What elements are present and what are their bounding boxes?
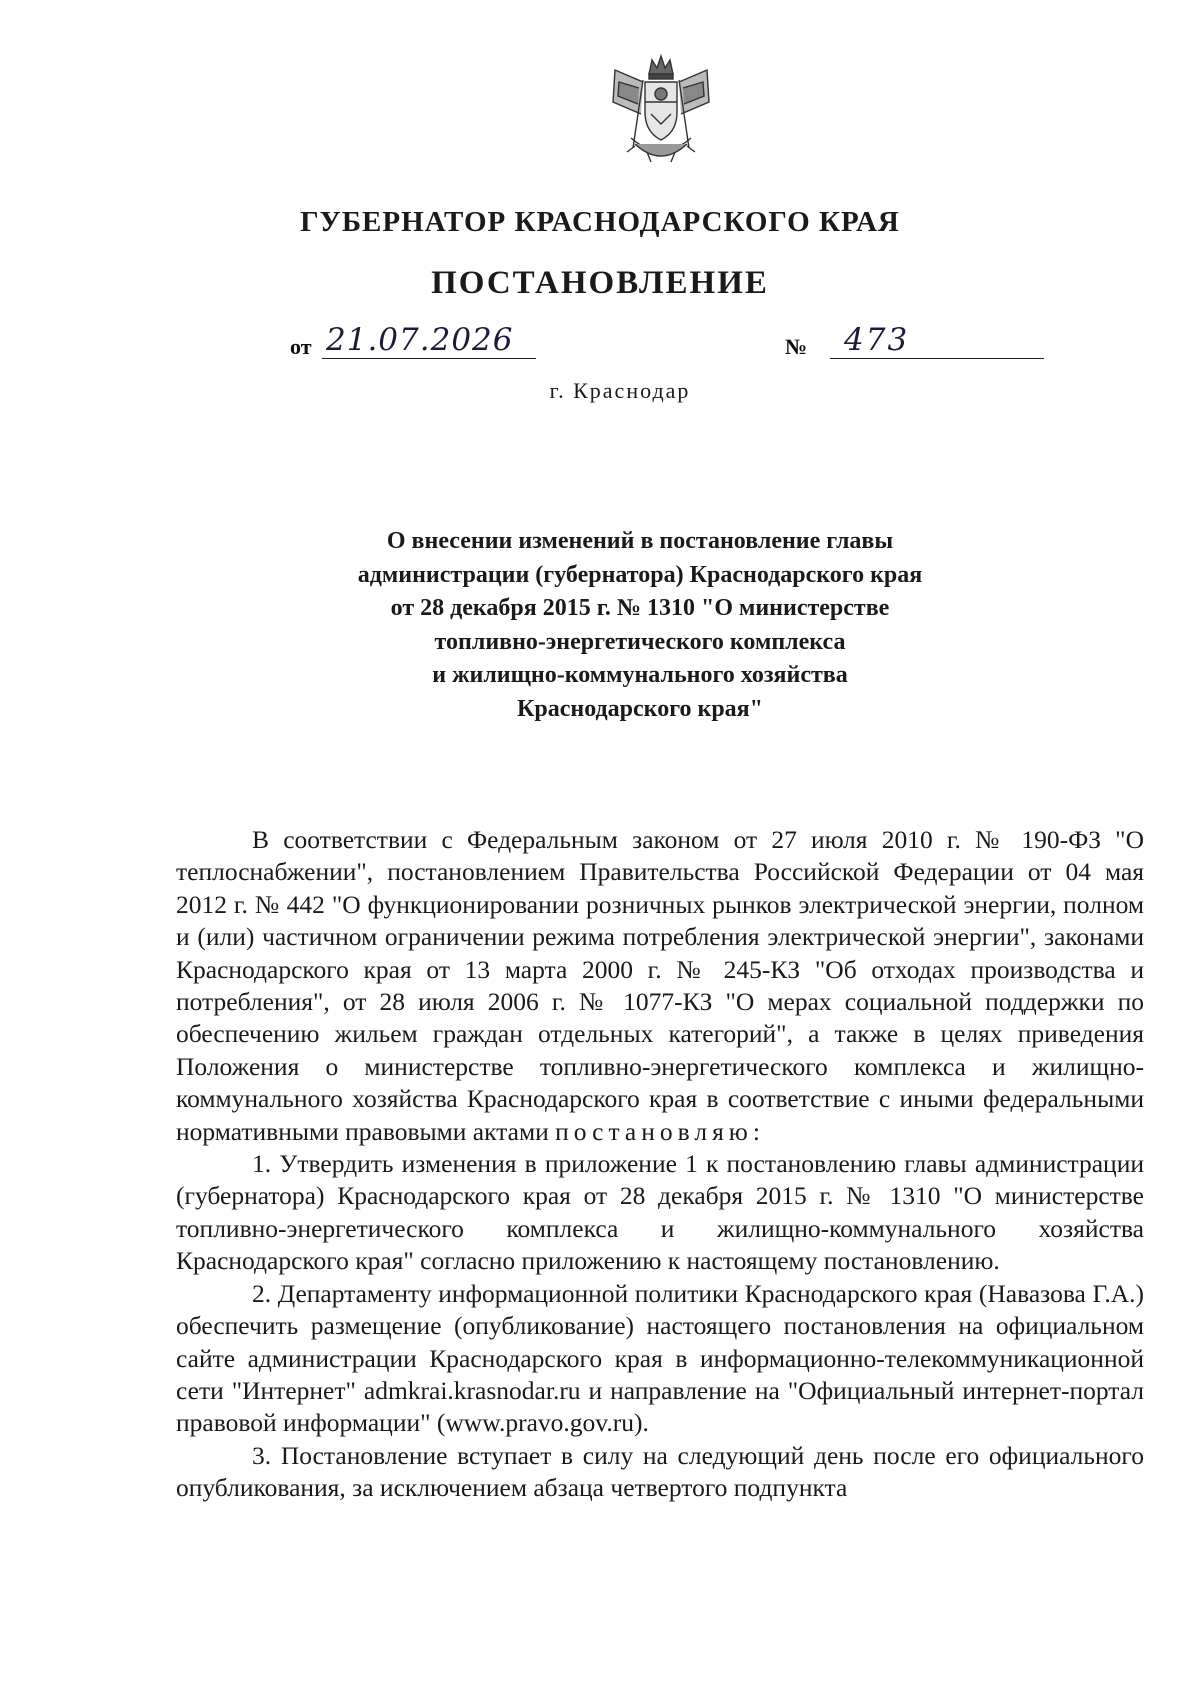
title-line: топливно-энергетического комплекса: [434, 628, 846, 655]
city: г. Краснодар: [549, 378, 691, 403]
title-line: О внесении изменений в постановление главы: [386, 528, 894, 554]
handwritten-date: 21.07.2026: [322, 322, 536, 359]
item-1-paragraph: 1. Утвердить изменения в приложение 1 к постановлению главы администрации (губернатора) Краснодарского края от 28 декабря 2015 г. № 1310 "О министерстве топливно-энергетического комплекса и жилищно-коммунального хозяйства Краснодарского края" согласно приложению к настоящему постановлению.: [176, 1149, 1144, 1276]
decree-word: постановляю:: [555, 1116, 765, 1146]
preamble-paragraph: [176, 824, 1144, 1148]
document-title: [260, 525, 1020, 726]
document-type: ПОСТАНОВЛЕНИЕ: [431, 265, 769, 301]
date-label: от: [290, 334, 312, 359]
coat-of-arms-icon: [605, 52, 717, 170]
preamble-text: В соответствии с Федеральным законом от 27 июля 2010 г. № 190-ФЗ "О теплоснабжении", постановлением Правительства Российской Федерации от 04 мая 2012 г. № 442 "О функционировании розничных рынков электрической энергии, полном и (или) частичном ограничении режима потребления электрической энергии", законами Краснодарского края от 13 марта 2000 г. № 245-КЗ "Об отходах производства и потребления", от 28 июля 2006 г. № 1077-КЗ "О мерах социальной поддержки по обеспечению жильем граждан отдельных категорий", а также в целях приведения Положения о министерстве топливно-энергетического комплекса и жилищно-коммунального хозяйства Краснодарского края в соответствие с иными федеральными нормативными правовыми актами: [176, 825, 1144, 1146]
issuing-authority: ГУБЕРНАТОР КРАСНОДАРСКОГО КРАЯ: [300, 206, 900, 238]
handwritten-number: 473: [830, 322, 1044, 359]
title-line: от 28 декабря 2015 г. № 1310 "О министерстве: [390, 595, 890, 621]
date-number-line: [290, 322, 1040, 362]
item-3-paragraph: 3. Постановление вступает в силу на следующий день после его официального опубликования, за исключением абзаца четвертого подпункта: [176, 1440, 1144, 1503]
document-body: [176, 824, 1144, 1505]
title-line: Краснодарского края": [517, 695, 763, 722]
title-line: и жилищно-коммунального хозяйства: [432, 662, 848, 688]
number-label: №: [785, 334, 808, 359]
title-line: администрации (губернатора) Краснодарского края: [357, 561, 923, 588]
item-2-paragraph: 2. Департаменту информационной политики Краснодарского края (Навазова Г.А.) обеспечить размещение (опубликование) настоящего постановления на официальном сайте администрации Краснодарского края в информационно-телекоммуникационной сети "Интернет" admkrai.krasnodar.ru и направление на "Официальный интернет-портал правовой информации" (www.pravo.gov.ru).: [176, 1278, 1144, 1438]
